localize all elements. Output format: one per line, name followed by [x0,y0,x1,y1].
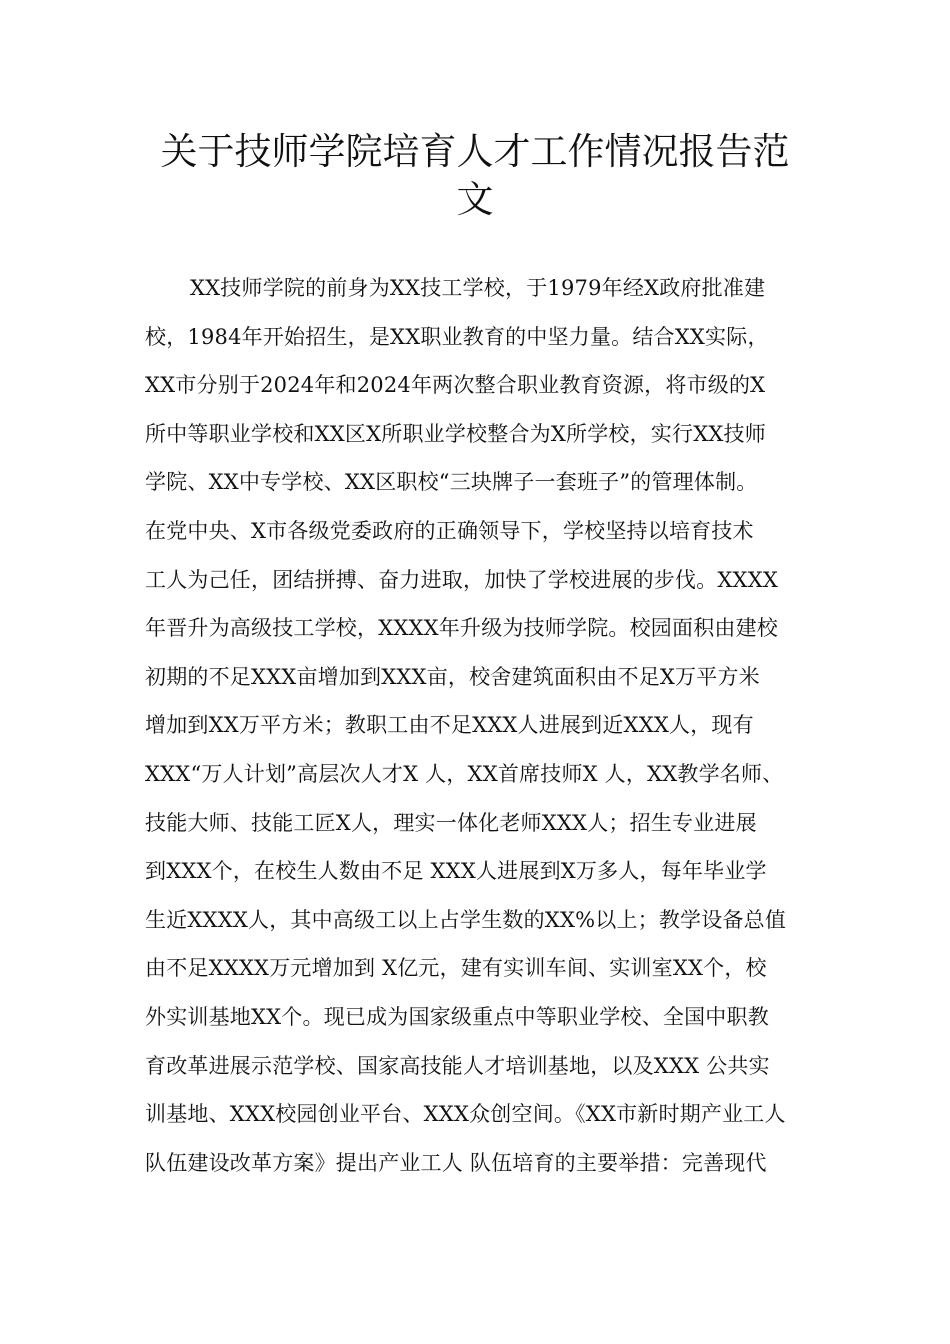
body-line-13: 到XXX个，在校生人数由不足 XXX人进展到X万多人，每年毕业学 [145,859,767,884]
body-line-11: XXX“万人计划”高层次人才X 人，XX首席技师X 人，XX教学名师、 [145,761,784,786]
body-line-12: 技能大师、技能工匠X人，理实一体化老师XXX人；招生专业进展 [145,810,757,835]
body-line-1: XX技师学院的前身为XX技工学校，于1979年经X政府批准建 [190,276,766,300]
document-title-line-1: 关于技师学院培育人才工作情况报告范 [160,130,790,173]
body-line-15: 由不足XXXX万元增加到 X亿元，建有实训车间、实训室XX个，校 [145,956,767,981]
body-line-6: 在党中央、X市各级党委政府的正确领导下，学校坚持以培育技术 [145,518,754,543]
body-line-2: 校，1984年开始招生，是XX职业教育的中坚力量。结合XX实际， [145,324,769,349]
body-line-16: 外实训基地XX个。现已成为国家级重点中等职业学校、全国中职教 [145,1004,769,1029]
body-line-19: 队伍建设改革方案》提出产业工人 队伍培育的主要举措：完善现代 [145,1150,767,1175]
body-line-4: 所中等职业学校和XX区X所职业学校整合为X所学校，实行XX技师 [145,421,766,446]
body-line-10: 增加到XX万平方米；教职工由不足XXX人进展到近XXX人，现有 [145,713,754,738]
document-title [120,128,830,224]
body-line-5: 学院、XX中专学校、XX区职校“三块牌子一套班子”的管理体制。 [145,470,758,495]
body-line-9: 初期的不足XXX亩增加到XXX亩，校舍建筑面积由不足X万平方米 [145,664,760,689]
body-line-17: 育改革进展示范学校、国家高技能人才培训基地，以及XXX 公共实 [145,1053,770,1078]
body-line-14: 生近XXXX人，其中高级工以上占学生数的XX%以上；教学设备总值 [145,907,787,932]
body-line-7: 工人为己任，团结拼搏、奋力进取，加快了学校进展的步伐。XXXX [145,567,778,592]
body-line-18: 训基地、XXX校园创业平台、XXX众创空间。《XX市新时期产业工人 [145,1102,786,1127]
document-title-line-2: 文 [456,178,494,221]
body-line-3: XX市分别于2024年和2024年两次整合职业教育资源，将市级的X [145,373,766,398]
document-body [145,264,825,1187]
body-line-8: 年晋升为高级技工学校，XXXX年升级为技师学院。校园面积由建校 [145,616,778,641]
